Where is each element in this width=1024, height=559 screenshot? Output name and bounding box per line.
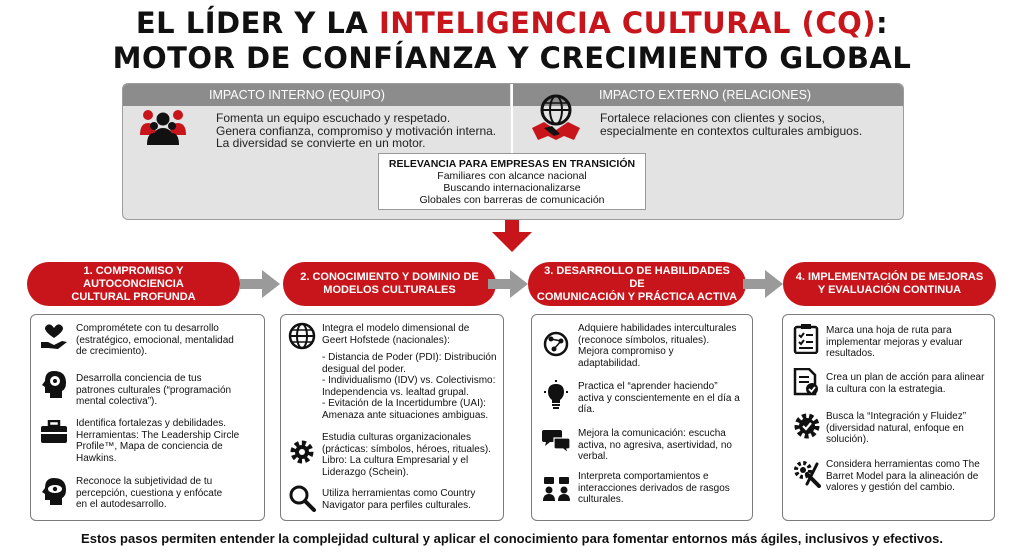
- item-line: Marca una hoja de ruta para: [826, 325, 952, 336]
- item-line: Herramientas: The Leadership Circle: [76, 429, 240, 441]
- step-1-label: 1. COMPROMISO Y AUTOCONCIENCIA: [83, 264, 184, 290]
- item-line: Practica el “aprender haciendo”: [578, 381, 718, 392]
- item-line: Mejora la comunicación: escucha: [578, 428, 726, 439]
- item-line: Amenaza ante situaciones ambiguas.: [322, 409, 489, 421]
- arrow-right-icon: [240, 270, 280, 298]
- arrow-right-icon: [743, 270, 783, 298]
- impact-internal-text: [216, 112, 496, 150]
- item-line: Desarrolla conciencia de tus: [76, 373, 202, 384]
- item-line: Libro: La cultura Empresarial y el: [322, 455, 469, 466]
- tools-icon: [793, 460, 821, 488]
- item-line: - Individualismo (IDV) vs. Colectivismo:: [322, 375, 496, 386]
- globe-network-icon: [542, 330, 570, 358]
- step-1-item-3: [76, 418, 239, 464]
- item-line: - Distancia de Poder (PDI): Distribución: [322, 352, 497, 363]
- item-line: Utiliza herramientas como Country: [322, 488, 476, 499]
- item-line: desigual del poder.: [322, 363, 406, 375]
- step-4-pill: [783, 262, 996, 306]
- item-line: patrones culturales (“programación: [76, 384, 232, 396]
- step-3-pill: [528, 262, 746, 306]
- item-line: Mejora compromiso y: [578, 346, 674, 357]
- item-line: Busca la “Integración y Fluidez”: [826, 411, 967, 422]
- step-1-item-1: [76, 323, 234, 358]
- step-3-item-1: [578, 323, 736, 369]
- item-line: - Evitación de la Incertidumbre (UAI):: [322, 398, 486, 409]
- checklist-icon: [793, 324, 819, 354]
- head-eye-icon: [40, 476, 68, 506]
- title-part-1: EL LÍDER Y LA: [135, 6, 379, 40]
- chat-icon: [542, 428, 572, 454]
- item-line: (diversidad natural, enfoque en: [826, 422, 964, 434]
- arrow-right-icon: [488, 270, 528, 298]
- relevance-box: [378, 153, 646, 210]
- org-gear-icon: [288, 438, 316, 466]
- step-3-item-3: [578, 428, 732, 463]
- down-arrow-icon: [492, 220, 532, 252]
- item-line: culturales.: [578, 494, 624, 505]
- gear-check-icon: [793, 412, 821, 440]
- team-icon: [138, 105, 188, 147]
- item-line: Estudia culturas organizacionales: [322, 432, 471, 443]
- item-line: adaptabilidad.: [578, 357, 641, 369]
- item-line: Crea un plan de acción para alinear: [826, 372, 985, 383]
- step-3-item-4: [578, 471, 730, 506]
- impact-external-line: Fortalece relaciones con clientes y socios,: [600, 111, 825, 125]
- item-line: de crecimiento).: [76, 346, 148, 357]
- step-3-label: 3. DESARROLLO DE HABILIDADES DE: [544, 264, 730, 290]
- step-4-label-2: Y EVALUACIÓN CONTINUA: [817, 284, 962, 296]
- item-line: Geert Hofstede (nacionales):: [322, 334, 450, 346]
- briefcase-icon: [40, 420, 68, 444]
- item-line: Hawkins.: [76, 452, 117, 464]
- title-highlight: INTELIGENCIA CULTURAL (CQ): [378, 6, 877, 40]
- step-1-item-2: [76, 373, 231, 408]
- step-1-label-2: CULTURAL PROFUNDA: [71, 290, 196, 303]
- item-line: la cultura con la estrategia.: [826, 383, 946, 395]
- step-4-label: 4. IMPLEMENTACIÓN DE MEJORAS: [795, 271, 984, 283]
- item-line: percepción, cuestiona y enfócate: [76, 487, 223, 499]
- item-line: Integra el modelo dimensional de: [322, 323, 470, 334]
- item-line: día.: [578, 404, 595, 415]
- document-check-icon: [793, 368, 819, 396]
- step-1-item-4: [76, 476, 222, 511]
- item-line: (reconoce símbolos, rituales).: [578, 334, 710, 346]
- step-3-item-2: [578, 381, 740, 416]
- step-1-pill: [27, 262, 240, 306]
- item-line: en el autodesarrollo.: [76, 499, 167, 510]
- item-line: Comprométete con tu desarrollo: [76, 323, 219, 334]
- relevance-heading: RELEVANCIA PARA EMPRESAS EN TRANSICIÓN: [388, 158, 636, 170]
- magnifier-icon: [288, 484, 316, 512]
- impact-external-text: [600, 112, 862, 137]
- globe-handshake-icon: [530, 92, 582, 144]
- step-2-item-3: [322, 488, 475, 511]
- step-2-item-1: [322, 323, 497, 421]
- step-2-label-2: MODELOS CULTURALES: [323, 284, 456, 296]
- impact-internal-heading: IMPACTO INTERNO (EQUIPO): [123, 84, 510, 106]
- impact-external-line: especialmente en contextos culturales ambiguos.: [600, 123, 863, 138]
- step-4-item-1: [826, 325, 963, 360]
- step-4-item-4: [826, 459, 980, 494]
- relevance-item: Familiares con alcance nacional: [437, 170, 587, 182]
- globe-icon: [288, 322, 316, 350]
- item-line: Considera herramientas como The: [826, 459, 980, 470]
- title-colon: :: [876, 6, 889, 40]
- item-line: Liderazgo (Schein).: [322, 466, 409, 478]
- step-2-item-2: [322, 432, 491, 478]
- item-line: interacciones derivados de rasgos: [578, 482, 730, 494]
- item-line: Navigator para perfiles culturales.: [322, 499, 471, 511]
- item-line: activa y conscientemente en el día a: [578, 392, 740, 404]
- item-line: Reconoce la subjetividad de tu: [76, 476, 213, 487]
- item-line: implementar mejoras y evaluar: [826, 336, 963, 348]
- footer-text: Estos pasos permiten entender la complejidad cultural y aplicar el conocimiento para fomentar entornos más ágiles, inclusivos y efectivos.: [81, 531, 943, 546]
- item-line: activa, no agresiva, asertividad, no: [578, 439, 732, 451]
- head-gears-icon: [40, 369, 68, 399]
- step-2-pill: [283, 262, 496, 306]
- step-4-item-2: [826, 372, 984, 395]
- relevance-item: Globales con barreras de comunicación: [419, 194, 605, 206]
- impact-internal-line: La diversidad se convierte en un motor.: [216, 136, 426, 150]
- impact-internal-line: Fomenta un equipo escuchado y respetado.: [216, 111, 451, 125]
- step-4-item-3: [826, 411, 966, 446]
- title-line-2: MOTOR DE CONFÍANZA Y CRECIMIENTO GLOBAL: [112, 41, 912, 75]
- title-line-1: [0, 6, 1024, 41]
- item-line: (estratégico, emocional, mentalidad: [76, 334, 234, 346]
- panel-divider: [511, 84, 513, 158]
- lightbulb-icon: [542, 380, 570, 410]
- item-line: Adquiere habilidades interculturales: [578, 323, 737, 334]
- page-title: [0, 6, 1024, 76]
- relevance-item: Buscando internacionalizarse: [443, 182, 581, 194]
- item-line: verbal.: [578, 451, 609, 462]
- people-chat-icon: [542, 476, 572, 502]
- step-3-label-2: COMUNICACIÓN Y PRÁCTICA ACTIVA: [536, 290, 738, 303]
- item-line: (prácticas: símbolos, héroes, rituales).: [322, 443, 491, 455]
- item-line: Identifica fortalezas y debilidades.: [76, 418, 227, 429]
- item-line: mental colectiva”).: [76, 396, 158, 407]
- heart-hand-icon: [40, 322, 68, 350]
- impact-internal-line: Genera confianza, compromiso y motivación interna.: [216, 123, 497, 138]
- step-2-label: 2. CONOCIMIENTO Y DOMINIO DE: [300, 271, 479, 283]
- item-line: Barret Model para la alineación de: [826, 470, 979, 482]
- impact-external-heading: IMPACTO EXTERNO (RELACIONES): [513, 84, 903, 106]
- item-line: resultados.: [826, 348, 875, 359]
- item-line: Independencia vs. lealtad grupal.: [322, 386, 469, 398]
- item-line: Profile™, Mapa de conciencia de: [76, 441, 223, 452]
- item-line: solución).: [826, 434, 869, 445]
- item-line: valores y gestión del cambio.: [826, 482, 955, 493]
- item-line: Interpreta comportamientos e: [578, 471, 709, 482]
